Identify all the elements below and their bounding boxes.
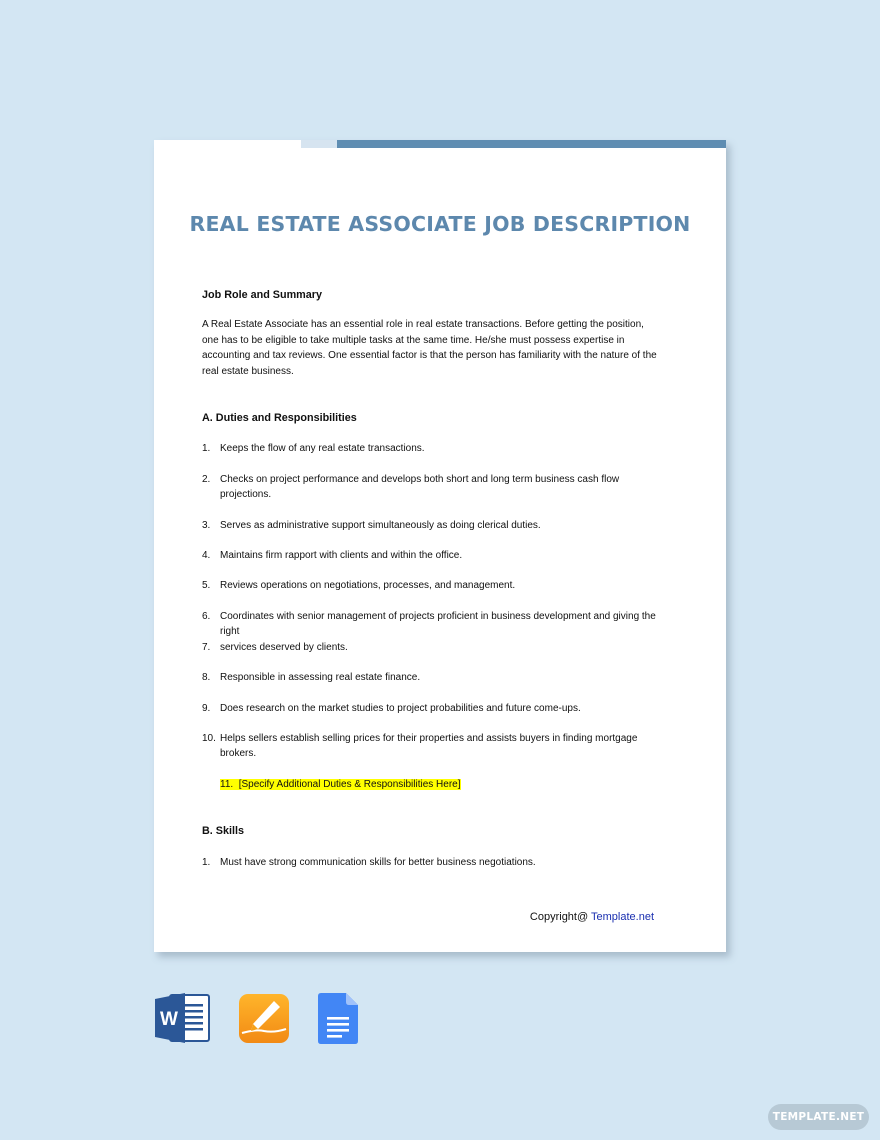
list-item-number: 6. — [202, 610, 211, 622]
list-item-number: 1. — [202, 443, 211, 455]
list-item-text: Keeps the flow of any real estate transactions. — [220, 443, 425, 455]
word-icon-letter: W — [160, 1009, 178, 1030]
list-item-text: Does research on the market studies to project probabilities and future come-ups. — [220, 702, 581, 714]
job-summary-paragraph: A Real Estate Associate has an essential role in real estate transactions. Before getting the position, one has to be eligible to take multiple tasks at the same time. He/she must possess expertise in accounting and tax reviews. One essential factor is that the person has familiarity with the nature of the real estate business. — [202, 319, 657, 377]
word-icon[interactable] — [155, 993, 211, 1043]
list-item-number: 9. — [202, 702, 211, 714]
list-item-text: Must have strong communication skills for better business negotiations. — [220, 856, 536, 868]
list-item-number: 3. — [202, 519, 211, 531]
top-accent-bar-light — [301, 140, 337, 148]
copyright-label: Copyright@ — [529, 911, 589, 923]
list-item — [202, 855, 662, 870]
list-item — [202, 609, 662, 640]
list-item — [202, 670, 662, 685]
list-item — [202, 548, 662, 563]
list-item-text: [Specify Additional Duties & Responsibilities Here] — [238, 778, 461, 790]
list-item-placeholder — [202, 777, 662, 792]
pages-icon[interactable] — [238, 993, 290, 1044]
list-item — [202, 518, 662, 533]
section-heading-skills: B. Skills — [202, 825, 245, 838]
list-item-number: 5. — [202, 580, 211, 592]
list-item — [202, 441, 662, 456]
list-item — [202, 578, 662, 593]
section-heading-job-role: Job Role and Summary — [202, 289, 322, 301]
list-item-text: Checks on project performance and develops both short and long term business cash flow projections. — [220, 473, 620, 501]
list-item — [202, 472, 662, 503]
template-net-watermark: TEMPLATE.NET — [768, 1104, 869, 1130]
top-accent-bar — [337, 140, 726, 148]
list-item-number: 8. — [202, 672, 211, 684]
list-item-text: Helps sellers establish selling prices for their properties and assists buyers in finding mortgage brokers. — [220, 732, 638, 760]
duties-list — [202, 441, 662, 792]
list-item-text: Maintains firm rapport with clients and within the office. — [220, 550, 463, 562]
list-item — [202, 701, 662, 716]
skills-list — [202, 855, 662, 870]
copyright-link[interactable]: Template.net — [591, 911, 654, 923]
list-item — [202, 731, 662, 762]
document-body — [202, 288, 662, 870]
list-item-number: 7. — [202, 641, 211, 653]
list-item-number: 1. — [202, 856, 211, 868]
document-title: REAL ESTATE ASSOCIATE JOB DESCRIPTION — [189, 212, 691, 236]
list-item-number: 4. — [202, 550, 211, 562]
section-heading-duties: A. Duties and Responsibilities — [202, 412, 357, 425]
google-docs-icon[interactable] — [318, 993, 360, 1044]
copyright-notice — [530, 911, 654, 923]
list-item-text: services deserved by clients. — [220, 641, 348, 653]
list-item-text: Responsible in assessing real estate finance. — [220, 672, 421, 684]
list-item-text: Reviews operations on negotiations, processes, and management. — [220, 580, 516, 592]
list-item-text: Serves as administrative support simultaneously as doing clerical duties. — [220, 519, 541, 531]
list-item-text: Coordinates with senior management of projects proficient in business development and giving the right — [220, 610, 656, 638]
list-item-number: 10. — [202, 732, 216, 744]
list-item-number: 11. — [220, 778, 234, 790]
list-item-number: 2. — [202, 473, 211, 485]
document-page — [154, 140, 726, 952]
list-item — [202, 640, 662, 655]
